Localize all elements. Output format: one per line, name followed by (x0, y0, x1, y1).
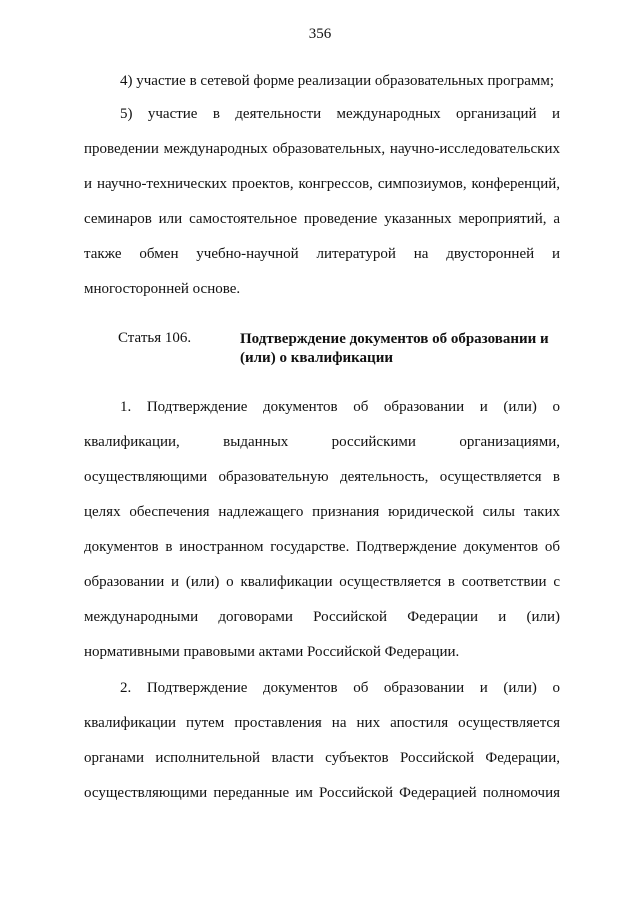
paragraph-1 (84, 390, 560, 670)
article-title-line: (или) о квалификации (240, 350, 393, 366)
article-title (240, 330, 560, 368)
text-line: 5) участие в деятельности международных организаций и (120, 106, 560, 122)
text-line: осуществляющими переданные им Российской Федерацией полномочия (84, 785, 560, 801)
paragraph-2 (84, 671, 560, 811)
text-line: 4) участие в сетевой форме реализации образовательных программ; (120, 73, 555, 89)
text-line: органами исполнительной власти субъектов Российской Федерации, (84, 750, 560, 766)
text-line: квалификации, выданных российскими организациями, (84, 434, 560, 450)
text-line: многосторонней основе. (84, 281, 241, 297)
text-line: проведении международных образовательных, научно-исследовательских (84, 141, 560, 157)
text-line: и научно-технических проектов, конгрессов, симпозиумов, конференций, (84, 176, 560, 192)
list-item-5 (84, 97, 560, 307)
text-line: семинаров или самостоятельное проведение указанных мероприятий, а (84, 211, 560, 227)
text-line: целях обеспечения надлежащего признания юридической силы таких (84, 504, 560, 520)
text-line: также обмен учебно-научной литературой на двусторонней и (84, 246, 560, 262)
text-line: документов в иностранном государстве. Подтверждение документов об (84, 539, 560, 555)
text-line: международными договорами Российской Федерации и (или) (84, 609, 560, 625)
article-number: Статья 106. (118, 330, 192, 346)
text-line: 2. Подтверждение документов об образовании и (или) о (120, 680, 560, 696)
text-line: 1. Подтверждение документов об образовании и (или) о (120, 399, 560, 415)
text-line: осуществляющими образовательную деятельность, осуществляется в (84, 469, 560, 485)
text-line: нормативными правовыми актами Российской Федерации. (84, 644, 460, 660)
text-line: квалификации путем проставления на них апостиля осуществляется (84, 715, 560, 731)
text-line: образовании и (или) о квалификации осуществляется в соответствии с (84, 574, 560, 590)
page-number: 356 (308, 26, 332, 42)
list-item-4 (84, 64, 560, 99)
article-title-line: Подтверждение документов об образовании и (240, 331, 549, 347)
